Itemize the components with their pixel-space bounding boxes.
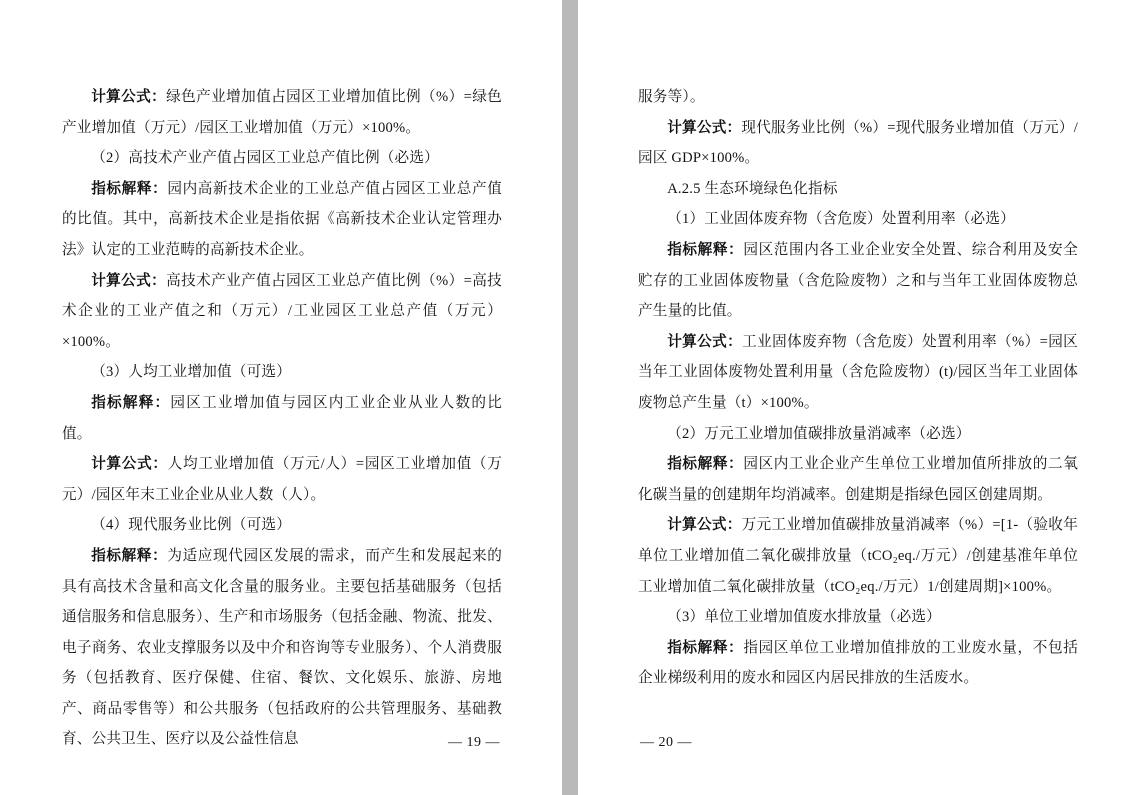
paragraph: [62, 266, 502, 358]
paragraph: [62, 541, 502, 755]
paragraph-lead: 计算公式：: [667, 333, 743, 350]
paragraph-text: （3）单位工业增加值废水排放量（必选）: [667, 609, 941, 626]
paragraph: [62, 388, 502, 449]
paragraph-text: 指园区单位工业增加值排放的工业废水量，不包括企业梯级利用的废水和园区内居民排放的生活废水。: [638, 639, 1078, 687]
paragraph: [62, 357, 502, 388]
paragraph: [638, 419, 1078, 450]
section-heading: [638, 174, 1078, 205]
paragraph: [638, 510, 1078, 602]
paragraph-text: A.2.5 生态环境绿色化指标: [667, 180, 838, 197]
page-left-body: [0, 0, 562, 795]
paragraph-lead: 计算公式：: [91, 456, 168, 473]
paragraph-text: 园区范围内各工业企业安全处置、综合利用及安全贮存的工业固体废物量（含危险废物）之和与当年工业固体废物总产生量的比值。: [638, 241, 1078, 320]
paragraph: [638, 82, 1078, 113]
paragraph: [638, 204, 1078, 235]
paragraph-lead: 计算公式：: [667, 517, 742, 534]
paragraph-text: 园区内工业企业产生单位工业增加值所排放的二氧化碳当量的创建期年均消减率。创建期是指绿色园区创建周期。: [638, 456, 1078, 503]
paragraph: [62, 510, 502, 541]
paragraph-lead: 计算公式：: [91, 89, 167, 105]
paragraph-text: （2）高技术产业产值占园区工业总产值比例（必选）: [91, 150, 439, 167]
paragraph-lead: 指标解释：: [91, 180, 168, 197]
paragraph-text: 绿色产业增加值占园区工业增加值比例（%）=绿色产业增加值（万元）/园区工业增加值（万元）×100%。: [62, 89, 502, 136]
paragraph-text: 工业固体废弃物（含危废）处置利用率（%）=园区当年工业固体废物处置利用量（含危险废物）(t)/园区当年工业固体废物总产生量（t）×100%。: [638, 333, 1078, 411]
paragraph-lead: 指标解释：: [91, 394, 171, 411]
page-right: [578, 0, 1140, 795]
page-number: — 19 —: [448, 735, 500, 750]
paragraph-text: （2）万元工业增加值碳排放量消减率（必选）: [667, 425, 971, 442]
paragraph-text: 高技术产业产值占园区工业总产值比例（%）=高技术企业的工业产值之和（万元）/工业园区工业总产值（万元）×100%。: [62, 272, 502, 350]
paragraph-lead: 指标解释：: [667, 241, 744, 258]
paragraph-lead: 指标解释：: [91, 547, 168, 564]
paragraph: [62, 174, 502, 266]
paragraph: [62, 143, 502, 174]
page-number: — 20 —: [640, 735, 692, 750]
paragraph: [638, 235, 1078, 327]
paragraph-lead: 计算公式：: [667, 119, 742, 136]
paragraph-text: 服务等）。: [638, 89, 705, 105]
paragraph: [62, 449, 502, 510]
paragraph-text: 人均工业增加值（万元/人）=园区工业增加值（万元）/园区年末工业企业从业人数（人）。: [62, 456, 502, 503]
paragraph: [638, 602, 1078, 633]
paragraph-text: 现代服务业比例（%）=现代服务业增加值（万元）/园区 GDP×100%。: [638, 119, 1078, 167]
paragraph-text: （1）工业固体废弃物（含危废）处置利用率（必选）: [667, 211, 1015, 228]
paragraph: [638, 327, 1078, 419]
paragraph: [62, 82, 502, 143]
paragraph: [638, 113, 1078, 174]
paragraph-lead: 指标解释：: [667, 456, 744, 473]
paragraph: [638, 449, 1078, 510]
paragraph-text: （4）现代服务业比例（可选）: [91, 517, 292, 534]
paragraph-text: 园区工业增加值与园区内工业企业从业人数的比值。: [62, 394, 502, 442]
paragraph-lead: 计算公式：: [91, 272, 167, 289]
paragraph-lead: 指标解释：: [667, 639, 744, 656]
paragraph: [638, 633, 1078, 694]
page-right-body: [578, 0, 1140, 795]
paragraph-text: 园内高新技术企业的工业总产值占园区工业总产值的比值。其中，高新技术企业是指依据《高新技术企业认定管理办法》认定的工业范畴的高新技术企业。: [62, 180, 502, 258]
page-left: [0, 0, 562, 795]
paragraph-text: （3）人均工业增加值（可选）: [91, 364, 292, 381]
paragraph-text: 万元工业增加值碳排放量消减率（%）=[1-（验收年单位工业增加值二氧化碳排放量（tCO₂eq./万元）/创建基准年单位工业增加值二氧化碳排放量（tCO₂eq./万元）1/创建周期]×100%。: [638, 517, 1078, 595]
paragraph-text: 为适应现代园区发展的需求，而产生和发展起来的具有高技术含量和高文化含量的服务业。主要包括基础服务（包括通信服务和信息服务）、生产和市场服务（包括金融、物流、批发、电子商务、农业支撑服务以及中介和咨询等专业服务）、个人消费服务（包括教育、医疗保健、住宿、餐饮、文化娱乐、旅游、房地产、商品零售等）和公共服务（包括政府的公共管理服务、基础教育、公共卫生、医疗以及公益性信息: [62, 547, 502, 748]
